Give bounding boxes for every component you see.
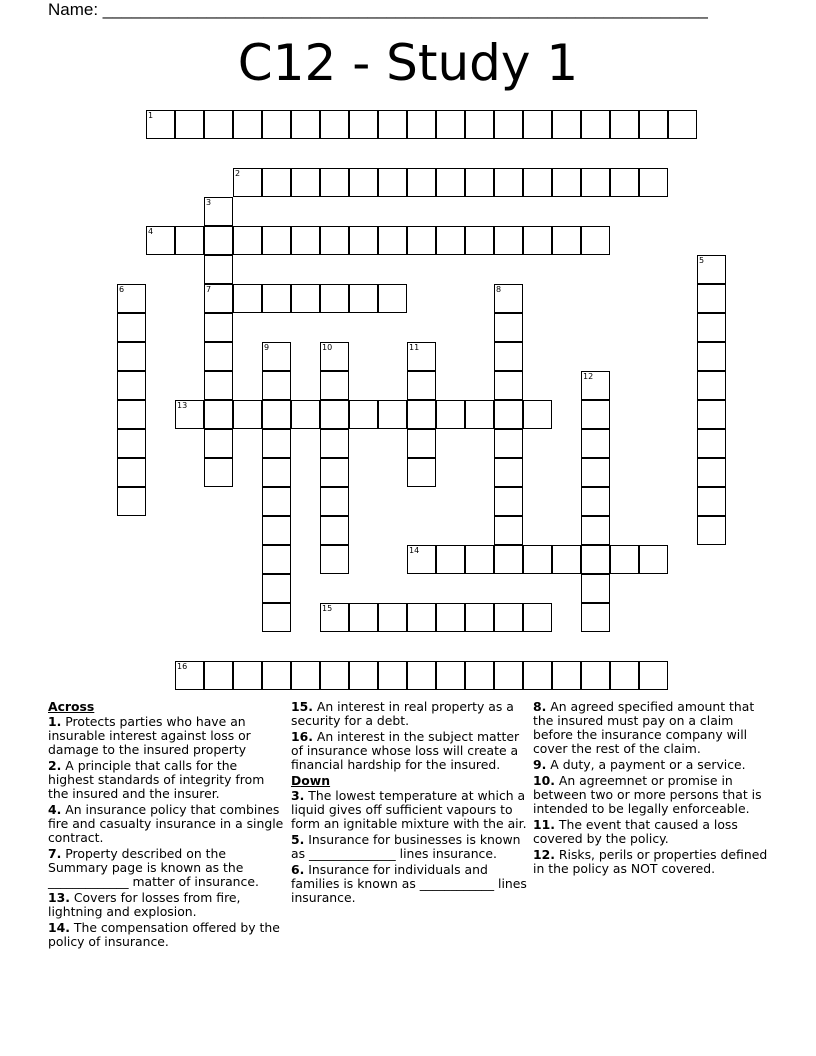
grid-cell[interactable] xyxy=(175,226,204,255)
grid-cell[interactable] xyxy=(581,516,610,545)
grid-cell[interactable] xyxy=(262,400,291,429)
grid-cell[interactable] xyxy=(175,661,204,690)
grid-cell[interactable] xyxy=(610,661,639,690)
grid-cell[interactable] xyxy=(494,545,523,574)
clue-text: The event that caused a loss covered by the policy. xyxy=(533,817,738,846)
grid-cell[interactable] xyxy=(349,603,378,632)
grid-cell[interactable] xyxy=(233,226,262,255)
grid-cell[interactable] xyxy=(407,342,436,371)
clue-number: 5. xyxy=(291,832,305,847)
grid-cell[interactable] xyxy=(494,284,523,313)
grid-cell[interactable] xyxy=(204,661,233,690)
clue-text: Covers for losses from fire, lightning and explosion. xyxy=(48,890,241,919)
grid-cell[interactable] xyxy=(581,458,610,487)
clue-text: Insurance for individuals and families is known as ____________ lines insurance. xyxy=(291,862,527,905)
grid-cell[interactable] xyxy=(610,168,639,197)
grid-cell[interactable] xyxy=(523,603,552,632)
grid-cell[interactable] xyxy=(349,400,378,429)
grid-cell[interactable] xyxy=(204,313,233,342)
grid-cell[interactable] xyxy=(320,458,349,487)
grid-cell[interactable] xyxy=(117,342,146,371)
clue-number: 6. xyxy=(291,862,305,877)
clue-number: 14. xyxy=(48,920,70,935)
clue-5 xyxy=(291,833,527,861)
cell-number: 6 xyxy=(119,285,125,294)
grid-cell[interactable] xyxy=(697,458,726,487)
clue-9 xyxy=(533,758,769,772)
grid-cell[interactable] xyxy=(262,110,291,139)
clue-number: 9. xyxy=(533,757,547,772)
name-field[interactable]: Name: ________________________________________________________________ xyxy=(48,0,708,19)
cell-number: 2 xyxy=(235,169,241,178)
cell-number: 15 xyxy=(322,604,333,613)
clue-number: 11. xyxy=(533,817,555,832)
grid-cell[interactable] xyxy=(233,284,262,313)
grid-cell[interactable] xyxy=(581,574,610,603)
cell-number: 12 xyxy=(583,372,594,381)
grid-cell[interactable] xyxy=(610,110,639,139)
cell-number: 10 xyxy=(322,343,333,352)
grid-cell[interactable] xyxy=(117,487,146,516)
grid-cell[interactable] xyxy=(465,400,494,429)
grid-cell[interactable] xyxy=(494,603,523,632)
clue-10 xyxy=(533,774,769,816)
grid-cell[interactable] xyxy=(320,168,349,197)
grid-cell[interactable] xyxy=(378,400,407,429)
grid-cell[interactable] xyxy=(407,661,436,690)
grid-cell[interactable] xyxy=(262,574,291,603)
clue-14 xyxy=(48,921,284,949)
grid-cell[interactable] xyxy=(581,168,610,197)
grid-cell[interactable] xyxy=(378,110,407,139)
grid-cell[interactable] xyxy=(262,371,291,400)
grid-cell[interactable] xyxy=(204,429,233,458)
grid-cell[interactable] xyxy=(668,110,697,139)
grid-cell[interactable] xyxy=(349,284,378,313)
clue-11 xyxy=(533,818,769,846)
grid-cell[interactable] xyxy=(494,168,523,197)
grid-cell[interactable] xyxy=(407,371,436,400)
grid-cell[interactable] xyxy=(552,168,581,197)
grid-cell[interactable] xyxy=(233,400,262,429)
grid-cell[interactable] xyxy=(320,661,349,690)
grid-cell[interactable] xyxy=(639,168,668,197)
grid-cell[interactable] xyxy=(262,603,291,632)
clues-column-2 xyxy=(291,700,527,907)
clue-text: The lowest temperature at which a liquid gives off sufficient vapours to form an ignitable mixture with the air. xyxy=(291,788,527,831)
grid-cell[interactable] xyxy=(117,313,146,342)
grid-cell[interactable] xyxy=(436,603,465,632)
grid-cell[interactable] xyxy=(407,603,436,632)
grid-cell[interactable] xyxy=(581,400,610,429)
grid-cell[interactable] xyxy=(697,487,726,516)
grid-cell[interactable] xyxy=(552,226,581,255)
cell-number: 11 xyxy=(409,343,420,352)
grid-cell[interactable] xyxy=(320,516,349,545)
grid-cell[interactable] xyxy=(291,661,320,690)
grid-cell[interactable] xyxy=(349,110,378,139)
cell-number: 13 xyxy=(177,401,188,410)
clue-text: An interest in the subject matter of insurance whose loss will create a financial hardship for the insured. xyxy=(291,729,520,772)
grid-cell[interactable] xyxy=(494,487,523,516)
clue-13 xyxy=(48,891,284,919)
grid-cell[interactable] xyxy=(523,168,552,197)
grid-cell[interactable] xyxy=(581,371,610,400)
grid-cell[interactable] xyxy=(204,284,233,313)
grid-cell[interactable] xyxy=(552,661,581,690)
clue-2 xyxy=(48,759,284,801)
grid-cell[interactable] xyxy=(204,371,233,400)
grid-cell[interactable] xyxy=(320,400,349,429)
grid-cell[interactable] xyxy=(494,371,523,400)
grid-cell[interactable] xyxy=(378,284,407,313)
grid-cell[interactable] xyxy=(175,110,204,139)
across-heading: Across xyxy=(48,699,95,714)
cell-number: 16 xyxy=(177,662,188,671)
clue-1 xyxy=(48,715,284,757)
grid-cell[interactable] xyxy=(291,400,320,429)
grid-cell[interactable] xyxy=(494,226,523,255)
cell-number: 4 xyxy=(148,227,154,236)
down-heading: Down xyxy=(291,773,331,788)
grid-cell[interactable] xyxy=(262,661,291,690)
grid-cell[interactable] xyxy=(262,168,291,197)
grid-cell[interactable] xyxy=(697,284,726,313)
grid-cell[interactable] xyxy=(697,313,726,342)
clue-text: Risks, perils or properties defined in the policy as NOT covered. xyxy=(533,847,768,876)
grid-cell[interactable] xyxy=(204,226,233,255)
clue-number: 7. xyxy=(48,846,62,861)
grid-cell[interactable] xyxy=(407,400,436,429)
clue-8 xyxy=(533,700,769,756)
grid-cell[interactable] xyxy=(204,255,233,284)
grid-cell[interactable] xyxy=(465,226,494,255)
grid-cell[interactable] xyxy=(523,400,552,429)
grid-cell[interactable] xyxy=(494,516,523,545)
grid-cell[interactable] xyxy=(204,110,233,139)
grid-cell[interactable] xyxy=(436,400,465,429)
grid-cell[interactable] xyxy=(320,226,349,255)
grid-cell[interactable] xyxy=(146,226,175,255)
grid-cell[interactable] xyxy=(233,661,262,690)
clue-6 xyxy=(291,863,527,905)
grid-cell[interactable] xyxy=(349,168,378,197)
grid-cell[interactable] xyxy=(204,400,233,429)
clue-text: The compensation offered by the policy of insurance. xyxy=(48,920,280,949)
grid-cell[interactable] xyxy=(581,487,610,516)
clue-3 xyxy=(291,789,527,831)
grid-cell[interactable] xyxy=(465,110,494,139)
grid-cell[interactable] xyxy=(320,545,349,574)
grid-cell[interactable] xyxy=(494,429,523,458)
grid-cell[interactable] xyxy=(320,371,349,400)
grid-cell[interactable] xyxy=(552,110,581,139)
clue-number: 2. xyxy=(48,758,62,773)
grid-cell[interactable] xyxy=(204,197,233,226)
clue-number: 4. xyxy=(48,802,62,817)
grid-cell[interactable] xyxy=(436,661,465,690)
grid-cell[interactable] xyxy=(436,168,465,197)
cell-number: 5 xyxy=(699,256,705,265)
grid-cell[interactable] xyxy=(639,545,668,574)
grid-cell[interactable] xyxy=(146,110,175,139)
grid-cell[interactable] xyxy=(262,429,291,458)
grid-cell[interactable] xyxy=(581,429,610,458)
grid-cell[interactable] xyxy=(494,458,523,487)
clue-number: 15. xyxy=(291,699,313,714)
grid-cell[interactable] xyxy=(349,661,378,690)
grid-cell[interactable] xyxy=(378,168,407,197)
clue-text: Property described on the Summary page is known as the _____________ matter of insurance. xyxy=(48,846,259,889)
clues-column-1 xyxy=(48,700,284,951)
grid-cell[interactable] xyxy=(320,429,349,458)
grid-cell[interactable] xyxy=(407,168,436,197)
grid-cell[interactable] xyxy=(320,342,349,371)
cell-number: 14 xyxy=(409,546,420,555)
grid-cell[interactable] xyxy=(349,226,378,255)
grid-cell[interactable] xyxy=(117,458,146,487)
clue-text: An insurance policy that combines fire and casualty insurance in a single contract. xyxy=(48,802,284,845)
grid-cell[interactable] xyxy=(233,110,262,139)
grid-cell[interactable] xyxy=(581,545,610,574)
grid-cell[interactable] xyxy=(697,400,726,429)
cell-number: 3 xyxy=(206,198,212,207)
grid-cell[interactable] xyxy=(465,603,494,632)
grid-cell[interactable] xyxy=(552,545,581,574)
clue-number: 16. xyxy=(291,729,313,744)
grid-cell[interactable] xyxy=(465,545,494,574)
grid-cell[interactable] xyxy=(117,400,146,429)
grid-cell[interactable] xyxy=(407,458,436,487)
grid-cell[interactable] xyxy=(407,545,436,574)
grid-cell[interactable] xyxy=(697,342,726,371)
clue-number: 10. xyxy=(533,773,555,788)
grid-cell[interactable] xyxy=(697,371,726,400)
grid-cell[interactable] xyxy=(523,226,552,255)
grid-cell[interactable] xyxy=(581,226,610,255)
grid-cell[interactable] xyxy=(175,400,204,429)
grid-cell[interactable] xyxy=(378,603,407,632)
clue-16 xyxy=(291,730,527,772)
grid-cell[interactable] xyxy=(378,661,407,690)
grid-cell[interactable] xyxy=(378,226,407,255)
grid-cell[interactable] xyxy=(262,545,291,574)
grid-cell[interactable] xyxy=(436,545,465,574)
clue-number: 12. xyxy=(533,847,555,862)
clue-text: A principle that calls for the highest standards of integrity from the insured and the insurer. xyxy=(48,758,265,801)
grid-cell[interactable] xyxy=(117,429,146,458)
grid-cell[interactable] xyxy=(291,226,320,255)
grid-cell[interactable] xyxy=(262,284,291,313)
grid-cell[interactable] xyxy=(639,661,668,690)
grid-cell[interactable] xyxy=(262,458,291,487)
grid-cell[interactable] xyxy=(291,110,320,139)
clue-text: An agreemnet or promise in between two or more persons that is intended to be legally enforceable. xyxy=(533,773,762,816)
grid-cell[interactable] xyxy=(581,661,610,690)
grid-cell[interactable] xyxy=(262,342,291,371)
grid-cell[interactable] xyxy=(494,342,523,371)
clue-7 xyxy=(48,847,284,889)
grid-cell[interactable] xyxy=(523,661,552,690)
grid-cell[interactable] xyxy=(407,110,436,139)
grid-cell[interactable] xyxy=(494,110,523,139)
cell-number: 7 xyxy=(206,285,212,294)
grid-cell[interactable] xyxy=(436,110,465,139)
puzzle-title: C12 - Study 1 xyxy=(237,34,579,92)
cell-number: 8 xyxy=(496,285,502,294)
grid-cell[interactable] xyxy=(262,226,291,255)
grid-cell[interactable] xyxy=(320,603,349,632)
grid-cell[interactable] xyxy=(233,168,262,197)
grid-cell[interactable] xyxy=(262,487,291,516)
clue-12 xyxy=(533,848,769,876)
clue-text: A duty, a payment or a service. xyxy=(546,757,746,772)
grid-cell[interactable] xyxy=(697,429,726,458)
grid-cell[interactable] xyxy=(581,603,610,632)
clue-4 xyxy=(48,803,284,845)
grid-cell[interactable] xyxy=(320,284,349,313)
grid-cell[interactable] xyxy=(639,110,668,139)
clue-number: 13. xyxy=(48,890,70,905)
grid-cell[interactable] xyxy=(291,168,320,197)
grid-cell[interactable] xyxy=(610,545,639,574)
grid-cell[interactable] xyxy=(697,516,726,545)
grid-cell[interactable] xyxy=(204,458,233,487)
grid-cell[interactable] xyxy=(117,284,146,313)
grid-cell[interactable] xyxy=(494,400,523,429)
grid-cell[interactable] xyxy=(436,226,465,255)
grid-cell[interactable] xyxy=(320,110,349,139)
clue-text: Insurance for businesses is known as ______________ lines insurance. xyxy=(291,832,521,861)
clue-text: Protects parties who have an insurable interest against loss or damage to the insured property xyxy=(48,714,251,757)
clue-text: An interest in real property as a security for a debt. xyxy=(291,699,514,728)
grid-cell[interactable] xyxy=(494,313,523,342)
grid-cell[interactable] xyxy=(407,429,436,458)
clue-number: 3. xyxy=(291,788,305,803)
grid-cell[interactable] xyxy=(117,371,146,400)
grid-cell[interactable] xyxy=(465,168,494,197)
grid-cell[interactable] xyxy=(523,110,552,139)
clue-text: An agreed specified amount that the insured must pay on a claim before the insurance company will cover the rest of the claim. xyxy=(533,699,755,756)
clues-column-3 xyxy=(533,700,769,878)
grid-cell[interactable] xyxy=(523,545,552,574)
clue-15 xyxy=(291,700,527,728)
grid-cell[interactable] xyxy=(320,487,349,516)
grid-cell[interactable] xyxy=(465,661,494,690)
grid-cell[interactable] xyxy=(407,226,436,255)
grid-cell[interactable] xyxy=(291,284,320,313)
cell-number: 9 xyxy=(264,343,270,352)
clue-number: 8. xyxy=(533,699,547,714)
grid-cell[interactable] xyxy=(697,255,726,284)
grid-cell[interactable] xyxy=(204,342,233,371)
grid-cell[interactable] xyxy=(494,661,523,690)
cell-number: 1 xyxy=(148,111,154,120)
grid-cell[interactable] xyxy=(262,516,291,545)
clue-number: 1. xyxy=(48,714,62,729)
grid-cell[interactable] xyxy=(581,110,610,139)
